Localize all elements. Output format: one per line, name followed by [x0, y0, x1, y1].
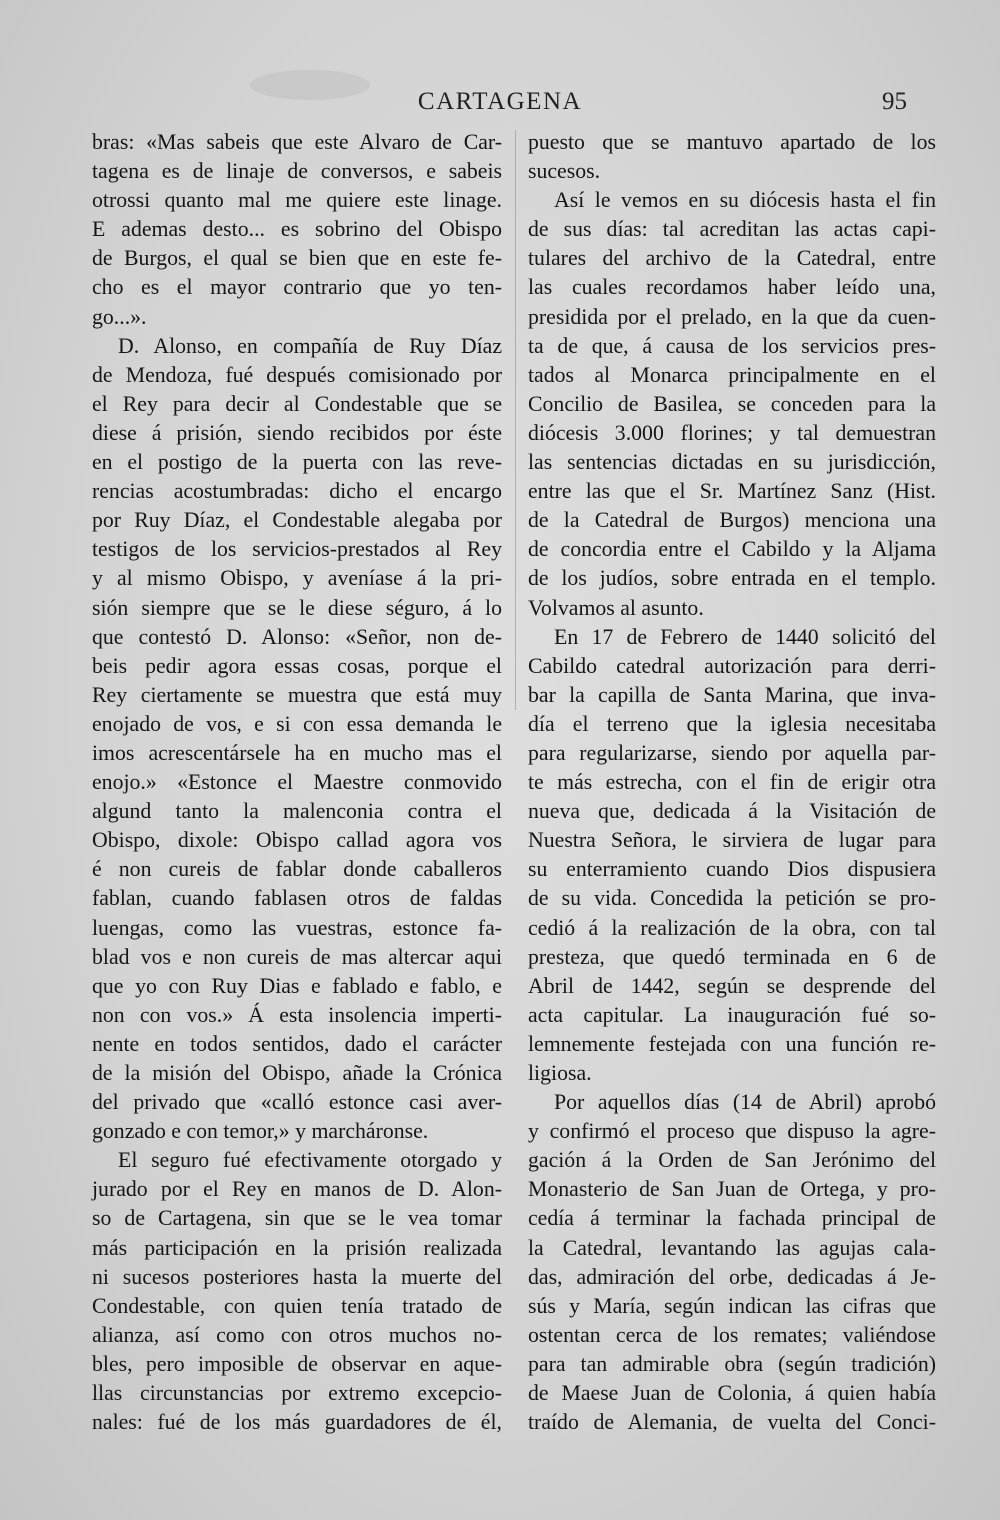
text-line: das, admiración del orbe, dedicadas á Je- [528, 1264, 936, 1289]
text-line: Monasterio de San Juan de Ortega, y pro- [528, 1177, 936, 1202]
text-line: y al mismo Obispo, y aveníase á la pri- [92, 566, 502, 591]
text-line: bar la capilla de Santa Marina, que inva- [528, 682, 936, 707]
text-line: nueva que, dedicada á la Visitación de [528, 799, 936, 824]
text-line: Así le vemos en su diócesis hasta el fin [554, 188, 936, 213]
text-line: el Rey para decir al Condestable que se [92, 391, 502, 416]
text-line: puesto que se mantuvo apartado de los [528, 130, 936, 154]
text-line: que yo con Ruy Dias e fablado e fablo, e [92, 973, 502, 998]
text-line: sión siempre que se le diese séguro, á lo [92, 595, 502, 620]
text-line: so de Cartagena, sin que se le vea tomar [92, 1206, 502, 1231]
text-line: de sus días: tal acreditan las actas capi- [528, 217, 936, 242]
page-number: 95 [882, 88, 907, 115]
text-line: go...». [92, 304, 147, 329]
text-line: en el postigo de la puerta con las reve- [92, 450, 502, 475]
text-line: para tan admirable obra (según tradición) [528, 1351, 936, 1376]
text-line: de concordia entre el Cabildo y la Aljama [528, 537, 936, 562]
text-line: Cabildo catedral autorización para derri- [528, 653, 936, 678]
text-line: Nuestra Señora, le sirviera de lugar para [528, 828, 936, 853]
text-line: y confirmó el proceso que dispuso la agre- [528, 1119, 936, 1144]
text-line: cedió á la realización de la obra, con tal [528, 915, 936, 940]
text-line: gonzado e con temor,» y marcháronse. [92, 1119, 429, 1144]
text-line: las cuales recordamos haber leído una, [528, 275, 936, 300]
text-line: llas circunstancias por extremo excepcio- [92, 1381, 502, 1406]
text-line: bras: «Mas sabeis que este Alvaro de Car- [92, 130, 502, 154]
text-line: jurado por el Rey en manos de D. Alon- [92, 1177, 502, 1202]
text-line: blad vos e non cureis de mas altercar aqui [92, 944, 502, 969]
text-line: diócesis 3.000 florines; y tal demuestran [528, 420, 936, 445]
text-line: otrossi quanto mal me quiere este linage. [92, 188, 502, 213]
text-line: rencias acostumbradas: dicho el encargo [92, 479, 502, 504]
text-line: Condestable, con quien tenía tratado de [92, 1293, 502, 1318]
text-line: fablan, cuando fablasen otros de faldas [92, 886, 502, 911]
text-line: testigos de los servicios-prestados al Rey [92, 537, 502, 562]
text-line: la Catedral, levantando las agujas cala- [528, 1235, 936, 1260]
text-line: de la Catedral de Burgos) menciona una [528, 508, 936, 533]
text-line: nente en todos sentidos, dado el carácter [92, 1031, 502, 1056]
text-line: traído de Alemania, de vuelta del Conci- [528, 1410, 936, 1435]
text-line: Abril de 1442, según se desprende del [528, 973, 936, 998]
text-line: cho es el mayor contrario que yo ten- [92, 275, 502, 300]
text-line: ligiosa. [528, 1061, 592, 1085]
text-line: día el terreno que la iglesia necesitaba [528, 711, 936, 736]
text-line: alianza, así como con otros muchos no- [92, 1322, 502, 1347]
text-line: de la misión del Obispo, añade la Crónica [92, 1061, 502, 1085]
text-line: ni sucesos posteriores hasta la muerte del [92, 1264, 502, 1289]
text-line: gación á la Orden de San Jerónimo del [528, 1148, 936, 1173]
right-column [528, 128, 936, 1437]
text-line: ta de que, á causa de los servicios pres- [528, 333, 936, 358]
text-line: luengas, como las vuestras, estonce fa- [92, 915, 502, 940]
text-line: ostentan cerca de los remates; valiéndose [528, 1322, 936, 1347]
text-line: de Maese Juan de Colonia, á quien había [528, 1381, 936, 1406]
text-line: su enterramiento cuando Dios dispusiera [528, 857, 936, 882]
text-line: para regularizarse, siendo por aquella par- [528, 740, 936, 765]
text-line: Obispo, dixole: Obispo callad agora vos [92, 828, 502, 853]
text-line: Concilio de Basilea, se conceden para la [528, 391, 936, 416]
text-line: tados al Monarca principalmente en el [528, 362, 936, 387]
text-line: que contestó D. Alonso: «Señor, non de- [92, 624, 502, 649]
left-column [92, 128, 502, 1437]
text-line: Volvamos al asunto. [528, 595, 704, 620]
text-line: Por aquellos días (14 de Abril) aprobó [554, 1090, 936, 1115]
text-line: de Mendoza, fué después comisionado por [92, 362, 502, 387]
text-line: beis pedir agora essas cosas, porque el [92, 653, 502, 678]
text-line: entre las que el Sr. Martínez Sanz (Hist. [528, 479, 936, 504]
text-line: por Ruy Díaz, el Condestable alegaba por [92, 508, 502, 533]
text-line: non con vos.» Á esta insolencia imperti- [92, 1002, 502, 1027]
text-line: D. Alonso, en compañía de Ruy Díaz [118, 333, 502, 358]
running-title: CARTAGENA [417, 88, 583, 115]
text-line: de su vida. Concedida la petición se pro- [528, 886, 936, 911]
text-line: algund tanto la malenconia contra el [92, 799, 502, 824]
text-line: lemnemente festejada con una función re- [528, 1031, 936, 1056]
text-line: enojado de vos, e si con essa demanda le [92, 711, 502, 736]
text-line: E ademas desto... es sobrino del Obispo [92, 217, 502, 242]
text-line: El seguro fué efectivamente otorgado y [118, 1148, 502, 1173]
text-line: imos acrescentársele ha en mucho mas el [92, 740, 502, 765]
text-line: bles, pero imposible de observar en aque- [92, 1351, 502, 1376]
text-line: de Burgos, el qual se bien que en este fe- [92, 246, 502, 271]
text-line: del privado que «calló estonce casi aver- [92, 1090, 502, 1115]
text-line: é non cureis de fablar donde caballeros [92, 857, 502, 882]
text-line: presidida por el prelado, en la que da cuen- [528, 304, 936, 329]
text-line: las sentencias dictadas en su jurisdicción, [528, 450, 936, 475]
text-line: En 17 de Febrero de 1440 solicitó del [554, 624, 936, 649]
text-line: tagena es de linaje de conversos, e sabeis [92, 159, 502, 184]
text-line: nales: fué de los más guardadores de él, [92, 1410, 502, 1435]
text-line: enojo.» «Estonce el Maestre conmovido [92, 770, 502, 795]
text-line: más participación en la prisión realizada [92, 1235, 502, 1260]
text-line: sús y María, según indican las cifras que [528, 1293, 936, 1318]
text-line: cedía á terminar la fachada principal de [528, 1206, 936, 1231]
text-line: acta capitular. La inauguración fué so- [528, 1002, 936, 1027]
page-header [0, 88, 1000, 124]
text-line: Rey ciertamente se muestra que está muy [92, 682, 502, 707]
text-line: de los judíos, sobre entrada en el templo. [528, 566, 936, 591]
text-line: presteza, que quedó terminada en 6 de [528, 944, 936, 969]
text-line: te más estrecha, con el fin de erigir otra [528, 770, 936, 795]
text-line: sucesos. [528, 159, 601, 184]
text-line: tulares del archivo de la Catedral, entre [528, 246, 936, 271]
column-divider [515, 130, 516, 710]
text-line: diese á prisión, siendo recibidos por éste [92, 420, 502, 445]
